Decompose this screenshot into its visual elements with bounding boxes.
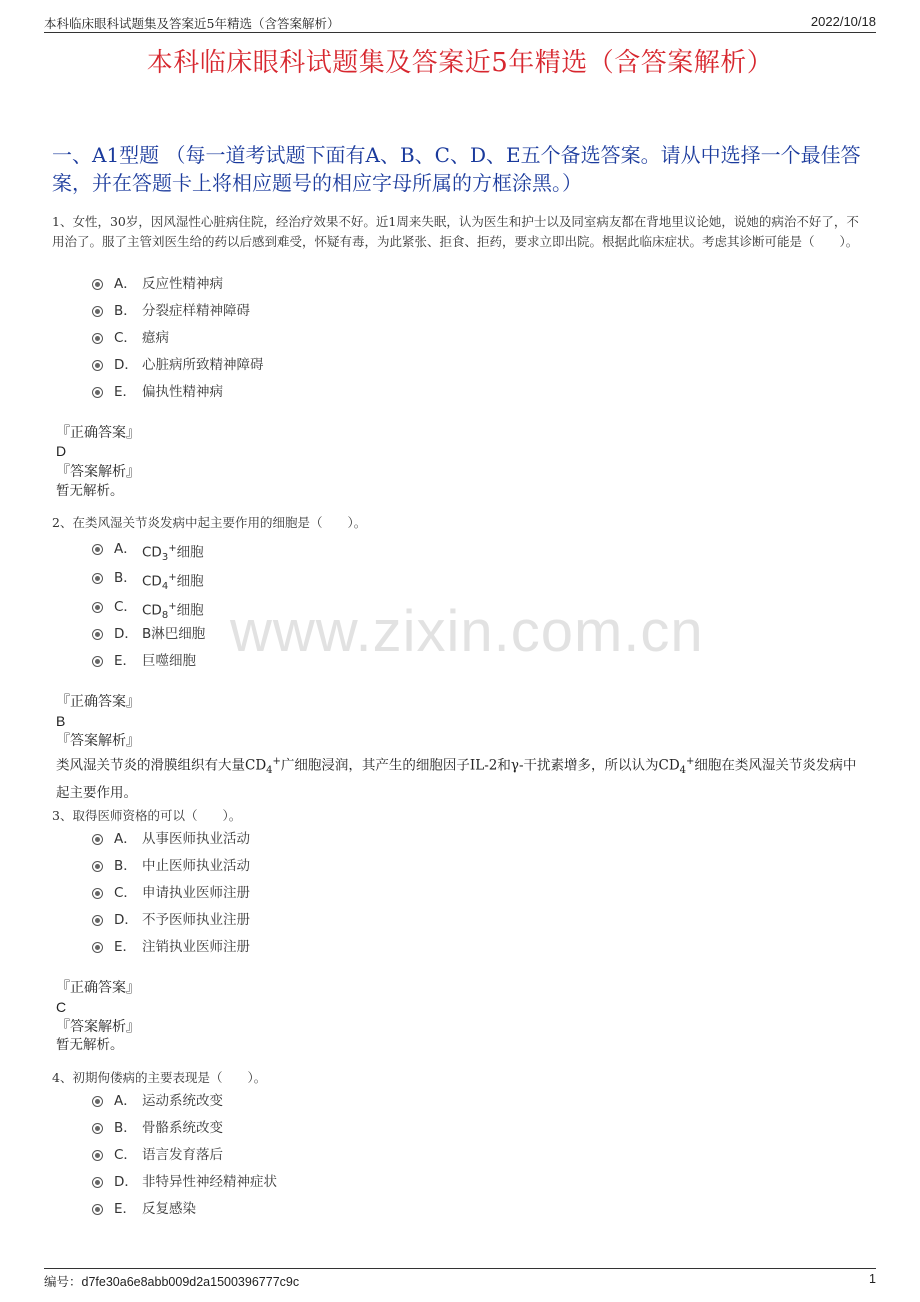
option-letter: E． <box>114 653 137 669</box>
radio-button[interactable] <box>92 602 103 613</box>
option-text: 反应性精神病 <box>142 276 223 292</box>
option-letter: E． <box>114 1201 137 1217</box>
header-doc-title: 本科临床眼科试题集及答案近5年精选（含答案解析） <box>44 16 340 31</box>
question-1-stem: 1、女性，30岁，因风湿性心脏病住院，经治疗效果不好。近1周来失眠，认为医生和护士以及同室病友都在背地里议论她，说她的病治不好了，不用治了。服了主管刘医生给的药以后感到难受，怀疑有毒，为此紧张、拒食、拒药，要求立即出院。根据此临床症状。考虑其诊断可能是（ ）。 <box>52 214 859 249</box>
option-text: 从事医师执业活动 <box>142 831 250 847</box>
option-text: 申请执业医师注册 <box>142 885 250 901</box>
option-letter: B． <box>114 303 137 319</box>
option-text: 运动系统改变 <box>142 1093 223 1109</box>
option-text: 非特异性神经精神症状 <box>142 1174 277 1190</box>
option-text: 反复感染 <box>142 1201 196 1217</box>
document-title: 本科临床眼科试题集及答案近5年精选（含答案解析） <box>146 48 774 78</box>
option-letter: D． <box>114 1174 138 1190</box>
option-letter: C． <box>114 330 137 346</box>
page-footer <box>44 1268 876 1289</box>
radio-button[interactable] <box>92 942 103 953</box>
analysis-text: 类风湿关节炎的滑膜组织有大量$CD_4^+$广细胞浸润，其产生的细胞因子IL-2和γ-干扰素增多，所以认为$CD_4^+$细胞在类风湿关节炎发病中起主要作用。 <box>56 756 857 802</box>
radio-button[interactable] <box>92 360 103 371</box>
radio-button[interactable] <box>92 915 103 926</box>
option-letter: D． <box>114 626 138 642</box>
document-id-code: d7fe30a6e8abb009d2a1500396777c9c <box>81 1275 300 1289</box>
correct-answer-value: C <box>56 999 67 1015</box>
option-letter: A． <box>114 831 137 847</box>
option-letter: A． <box>114 541 137 557</box>
analysis-text: 暂无解析。 <box>56 483 124 499</box>
option-text: 不予医师执业注册 <box>142 912 250 928</box>
option-text: $CD_8^+$细胞 <box>142 601 204 622</box>
page-number: 1 <box>869 1272 876 1286</box>
option-text: 分裂症样精神障碍 <box>142 303 250 319</box>
option-letter: E． <box>114 939 137 955</box>
page-header <box>44 14 876 33</box>
radio-button[interactable] <box>92 1096 103 1107</box>
option-text: $CD_4^+$细胞 <box>142 572 204 593</box>
option-letter: B． <box>114 858 137 874</box>
option-text: $CD_3^+$细胞 <box>142 543 204 564</box>
option-letter: A． <box>114 1093 137 1109</box>
option-letter: A． <box>114 276 137 292</box>
option-letter: C． <box>114 599 137 615</box>
option-text: 注销执业医师注册 <box>142 939 250 955</box>
option-text: 巨噬细胞 <box>142 653 196 669</box>
option-text: 骨骼系统改变 <box>142 1120 223 1136</box>
radio-button[interactable] <box>92 888 103 899</box>
option-letter: D． <box>114 912 138 928</box>
radio-button[interactable] <box>92 387 103 398</box>
correct-answer-label: 『正确答案』 <box>56 694 140 710</box>
option-text: 偏执性精神病 <box>142 384 223 400</box>
radio-button[interactable] <box>92 306 103 317</box>
header-date: 2022/10/18 <box>810 14 876 29</box>
analysis-label: 『答案解析』 <box>56 1019 140 1035</box>
option-text: 中止医师执业活动 <box>142 858 250 874</box>
section-heading: 一、A1型题 （每一道考试题下面有A、B、C、D、E五个备选答案。请从中选择一个最佳答案，并在答题卡上将相应题号的相应字母所属的方框涂黑。） <box>52 143 861 195</box>
option-text: 癔病 <box>142 330 169 346</box>
correct-answer-value: B <box>56 713 66 729</box>
option-letter: D． <box>114 357 138 373</box>
radio-button[interactable] <box>92 1150 103 1161</box>
radio-button[interactable] <box>92 573 103 584</box>
option-letter: C． <box>114 1147 137 1163</box>
radio-button[interactable] <box>92 1123 103 1134</box>
document-id <box>44 1272 299 1290</box>
document-id-label: 编号： <box>44 1274 82 1289</box>
radio-button[interactable] <box>92 1204 103 1215</box>
radio-button[interactable] <box>92 629 103 640</box>
radio-button[interactable] <box>92 279 103 290</box>
watermark: www.zixin.com.cn <box>230 599 704 664</box>
correct-answer-label: 『正确答案』 <box>56 980 140 996</box>
question-4-stem: 4、初期佝偻病的主要表现是（ ）。 <box>52 1070 267 1085</box>
analysis-label: 『答案解析』 <box>56 464 140 480</box>
radio-button[interactable] <box>92 861 103 872</box>
correct-answer-label: 『正确答案』 <box>56 425 140 441</box>
radio-button[interactable] <box>92 656 103 667</box>
option-text: 心脏病所致精神障碍 <box>142 357 264 373</box>
radio-button[interactable] <box>92 544 103 555</box>
question-2-stem: 2、在类风湿关节炎发病中起主要作用的细胞是（ ）。 <box>52 515 367 530</box>
analysis-text: 暂无解析。 <box>56 1037 124 1053</box>
option-letter: E． <box>114 384 137 400</box>
question-3-stem: 3、取得医师资格的可以（ ）。 <box>52 808 242 823</box>
analysis-label: 『答案解析』 <box>56 733 140 749</box>
radio-button[interactable] <box>92 333 103 344</box>
option-text: B淋巴细胞 <box>142 626 206 642</box>
radio-button[interactable] <box>92 1177 103 1188</box>
option-letter: C． <box>114 885 137 901</box>
option-text: 语言发育落后 <box>142 1147 223 1163</box>
option-letter: B． <box>114 570 137 586</box>
radio-button[interactable] <box>92 834 103 845</box>
option-letter: B． <box>114 1120 137 1136</box>
correct-answer-value: D <box>56 443 67 459</box>
